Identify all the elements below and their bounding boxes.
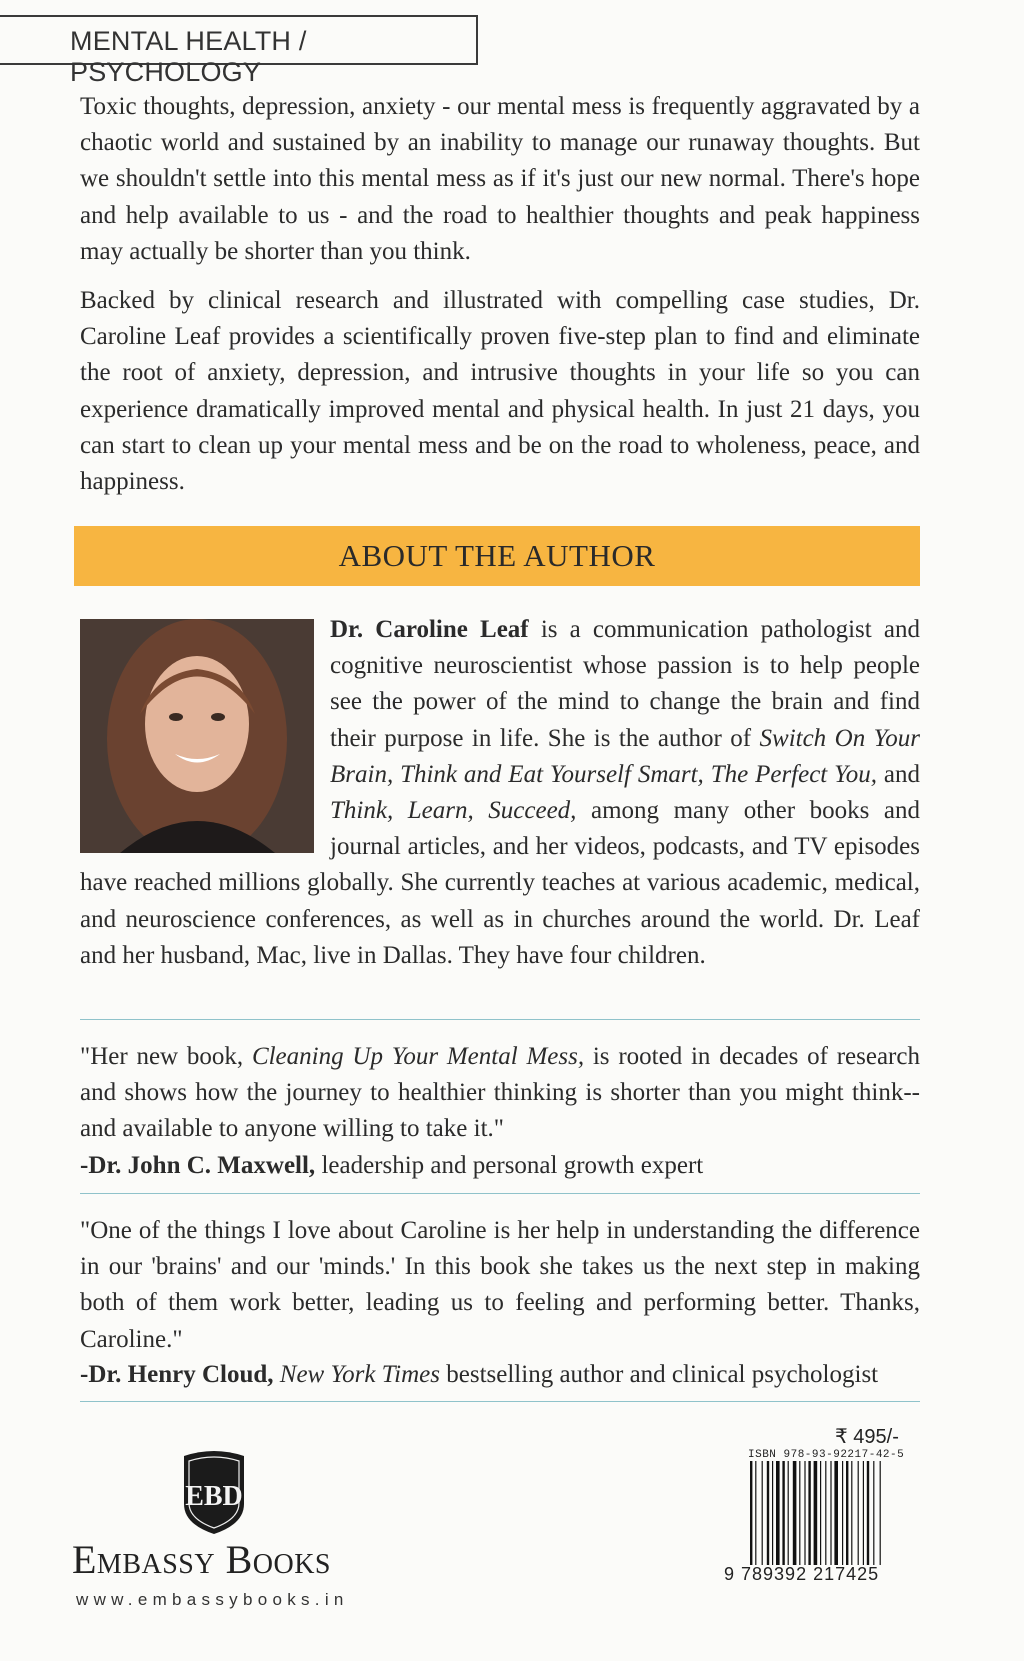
endorser-2-credential-italic: New York Times — [273, 1361, 441, 1388]
barcode-digits: 9 789392 217425 — [724, 1564, 880, 1584]
author-bio — [80, 612, 920, 974]
about-author-heading: ABOUT THE AUTHOR — [338, 538, 656, 573]
author-bio-and: and — [877, 760, 920, 788]
endorser-1-name: -Dr. John C. Maxwell, — [80, 1152, 316, 1179]
divider-1 — [80, 1019, 920, 1020]
category-label-box — [0, 15, 478, 87]
publisher-emblem-text: EBD — [185, 1481, 243, 1512]
category-label: MENTAL HEALTH / PSYCHOLOGY — [70, 26, 307, 87]
author-bio-part-1: is a communication pathologist and cognitive neuroscientist whose passion is to help people see the power of the mind to change the brain and find their purpose in life. She is the author of — [330, 616, 920, 752]
author-book-titles-2: Think, Learn, Succeed, — [330, 797, 577, 825]
description-paragraph-2: Backed by clinical research and illustrated with compelling case studies, Dr. Caroline Leaf provides a scientifically proven five-step plan to find and eliminate the root of anxiety, depression, and intrusive thoughts in your life so you can experience dramatically improved mental and physical health. In just 21 days, you can start to clean up your mental mess and be on the road to wholeness, peace, and happiness. — [80, 287, 920, 496]
description-paragraph-1: Toxic thoughts, depression, anxiety - our mental mess is frequently aggravated by a chaotic world and sustained by an inability to manage our runaway thoughts. But we shouldn't settle into this mental mess as if it's just our new normal. There's hope and help available to us - and the road to healthier thoughts and peak happiness may actually be shorter than you think. — [80, 93, 920, 265]
endorsement-attribution-2 — [80, 1357, 940, 1393]
endorser-1-credential: leadership and personal growth expert — [315, 1152, 704, 1179]
photo-spacer — [80, 612, 330, 862]
publisher-website: www.embassybooks.in — [76, 1590, 349, 1609]
endorsement-attribution-1 — [80, 1148, 940, 1184]
price-label: ₹ 495/- — [835, 1426, 899, 1448]
divider-2 — [80, 1193, 920, 1194]
publisher-emblem-icon — [178, 1448, 250, 1536]
quote-1-rest: is rooted in decades of research and shows how the journey to healthier thinking is shorter than you might think--and available to anyone willing to take it." — [80, 1043, 920, 1143]
publisher-name: Embassy Books — [72, 1537, 332, 1582]
quote-1-book-title: Cleaning Up Your Mental Mess, — [251, 1043, 585, 1070]
author-bio-part-2: among many other books and journal articles, and her videos, podcasts, and TV episodes have reached millions globally. She currently teaches at various academic, medical, and neuroscience conferences, as well as in churches around the world. Dr. Leaf and her husband, Mac, live in Dallas. They have four children. — [80, 797, 921, 969]
about-author-banner — [74, 526, 920, 586]
isbn-label: ISBN 978-93-92217-42-5 — [748, 1449, 905, 1461]
divider-3 — [80, 1401, 920, 1402]
endorser-2-name: -Dr. Henry Cloud, — [80, 1361, 274, 1388]
endorsement-quote-2 — [80, 1213, 920, 1358]
author-book-titles-1: Switch On Your Brain, Think and Eat Yourself Smart, The Perfect You, — [330, 724, 920, 788]
endorsement-quote-1 — [80, 1039, 920, 1148]
quote-2-text: "One of the things I love about Caroline is her help in understanding the difference in our 'brains' and our 'minds.' In this book she takes us the next step in making both of them work better, leading us to feeling and performing better. Thanks, Caroline." — [80, 1217, 920, 1353]
quote-1-open: "Her new book, — [80, 1043, 252, 1070]
endorser-2-credential: bestselling author and clinical psychologist — [440, 1361, 879, 1388]
barcode-icon — [748, 1461, 908, 1565]
author-name: Dr. Caroline Leaf — [330, 616, 529, 643]
